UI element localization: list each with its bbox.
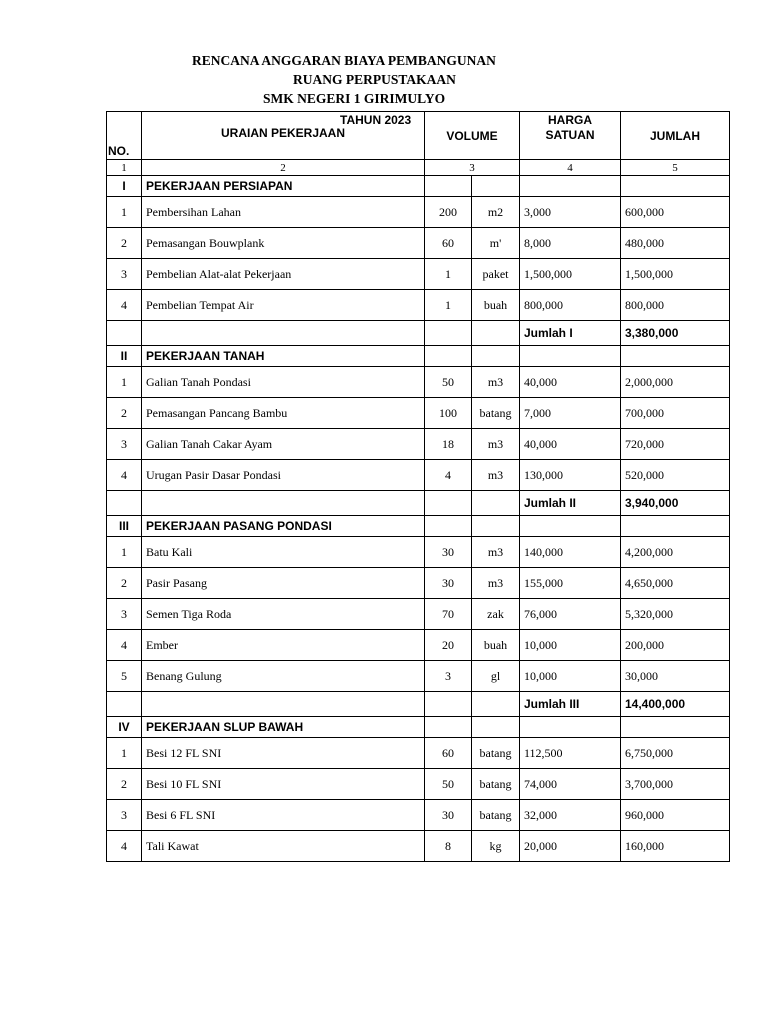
item-description: Tali Kawat — [142, 831, 425, 862]
empty-cell — [425, 346, 472, 367]
subtotal-row — [107, 491, 730, 516]
header-harga-line1: HARGA — [548, 113, 592, 127]
item-description: Besi 10 FL SNI — [142, 769, 425, 800]
item-number: 3 — [107, 800, 142, 831]
item-total: 4,200,000 — [621, 537, 730, 568]
item-total: 5,320,000 — [621, 599, 730, 630]
item-quantity: 1 — [425, 259, 472, 290]
item-quantity: 18 — [425, 429, 472, 460]
item-unit: m3 — [472, 568, 520, 599]
header-harga — [520, 112, 621, 160]
item-unit: zak — [472, 599, 520, 630]
header-uraian-label: URAIAN PEKERJAAN — [220, 126, 345, 140]
item-quantity: 50 — [425, 367, 472, 398]
item-quantity: 4 — [425, 460, 472, 491]
budget-table — [106, 111, 730, 862]
item-unit-price: 10,000 — [520, 661, 621, 692]
subtotal-value: 3,380,000 — [621, 321, 730, 346]
item-quantity: 30 — [425, 568, 472, 599]
header-volume: VOLUME — [425, 112, 520, 160]
item-number: 2 — [107, 769, 142, 800]
empty-cell — [425, 516, 472, 537]
section-header-row — [107, 346, 730, 367]
item-number: 2 — [107, 228, 142, 259]
item-number: 4 — [107, 290, 142, 321]
empty-cell — [472, 692, 520, 717]
item-number: 1 — [107, 537, 142, 568]
item-total: 480,000 — [621, 228, 730, 259]
index-cell: 2 — [142, 160, 425, 176]
item-description: Pasir Pasang — [142, 568, 425, 599]
subtotal-label: Jumlah I — [520, 321, 621, 346]
item-number: 2 — [107, 398, 142, 429]
item-unit-price: 20,000 — [520, 831, 621, 862]
item-number: 1 — [107, 367, 142, 398]
item-number: 3 — [107, 599, 142, 630]
item-quantity: 20 — [425, 630, 472, 661]
item-total: 200,000 — [621, 630, 730, 661]
table-row — [107, 290, 730, 321]
item-total: 2,000,000 — [621, 367, 730, 398]
item-quantity: 30 — [425, 800, 472, 831]
index-cell: 3 — [425, 160, 520, 176]
doc-title-line-1: RENCANA ANGGARAN BIAYA PEMBANGUNAN — [192, 53, 496, 68]
empty-cell — [472, 346, 520, 367]
item-description: Pembelian Alat-alat Pekerjaan — [142, 259, 425, 290]
empty-cell — [520, 176, 621, 197]
item-quantity: 200 — [425, 197, 472, 228]
empty-cell — [472, 717, 520, 738]
item-unit-price: 3,000 — [520, 197, 621, 228]
subtotal-row — [107, 321, 730, 346]
subtotal-value: 14,400,000 — [621, 692, 730, 717]
table-row — [107, 769, 730, 800]
header-jumlah: JUMLAH — [621, 112, 730, 160]
item-number: 3 — [107, 429, 142, 460]
empty-cell — [107, 491, 142, 516]
section-number: IV — [107, 717, 142, 738]
subtotal-label: Jumlah III — [520, 692, 621, 717]
item-total: 800,000 — [621, 290, 730, 321]
section-number: III — [107, 516, 142, 537]
item-description: Pemasangan Pancang Bambu — [142, 398, 425, 429]
empty-cell — [425, 321, 472, 346]
empty-cell — [425, 176, 472, 197]
item-quantity: 3 — [425, 661, 472, 692]
item-quantity: 1 — [425, 290, 472, 321]
item-unit: buah — [472, 290, 520, 321]
item-unit: m3 — [472, 367, 520, 398]
item-unit: gl — [472, 661, 520, 692]
item-unit-price: 40,000 — [520, 367, 621, 398]
doc-title-line-2: RUANG PERPUSTAKAAN — [293, 72, 456, 87]
item-unit: batang — [472, 398, 520, 429]
header-harga-line2: SATUAN — [545, 128, 595, 142]
item-quantity: 60 — [425, 228, 472, 259]
empty-cell — [142, 692, 425, 717]
item-number: 4 — [107, 460, 142, 491]
empty-cell — [107, 321, 142, 346]
item-description: Galian Tanah Cakar Ayam — [142, 429, 425, 460]
item-total: 30,000 — [621, 661, 730, 692]
table-row — [107, 259, 730, 290]
item-unit-price: 112,500 — [520, 738, 621, 769]
item-unit-price: 7,000 — [520, 398, 621, 429]
item-unit-price: 74,000 — [520, 769, 621, 800]
item-description: Pembelian Tempat Air — [142, 290, 425, 321]
item-unit-price: 32,000 — [520, 800, 621, 831]
section-title: PEKERJAAN PERSIAPAN — [142, 176, 425, 197]
table-row — [107, 429, 730, 460]
subtotal-label: Jumlah II — [520, 491, 621, 516]
section-header-row — [107, 717, 730, 738]
section-header-row — [107, 176, 730, 197]
item-total: 700,000 — [621, 398, 730, 429]
item-unit: m' — [472, 228, 520, 259]
item-unit-price: 140,000 — [520, 537, 621, 568]
section-number: I — [107, 176, 142, 197]
empty-cell — [621, 516, 730, 537]
index-cell: 4 — [520, 160, 621, 176]
empty-cell — [520, 717, 621, 738]
table-row — [107, 831, 730, 862]
section-title: PEKERJAAN SLUP BAWAH — [142, 717, 425, 738]
empty-cell — [621, 717, 730, 738]
table-row — [107, 537, 730, 568]
item-total: 4,650,000 — [621, 568, 730, 599]
column-index-row — [107, 160, 730, 176]
empty-cell — [472, 321, 520, 346]
item-number: 2 — [107, 568, 142, 599]
item-description: Pembersihan Lahan — [142, 197, 425, 228]
item-unit: buah — [472, 630, 520, 661]
section-number: II — [107, 346, 142, 367]
table-row — [107, 738, 730, 769]
item-unit-price: 10,000 — [520, 630, 621, 661]
table-row — [107, 800, 730, 831]
item-unit: m2 — [472, 197, 520, 228]
item-quantity: 70 — [425, 599, 472, 630]
table-row — [107, 630, 730, 661]
item-unit-price: 155,000 — [520, 568, 621, 599]
item-quantity: 60 — [425, 738, 472, 769]
item-description: Besi 12 FL SNI — [142, 738, 425, 769]
item-number: 1 — [107, 738, 142, 769]
item-description: Benang Gulung — [142, 661, 425, 692]
table-row — [107, 460, 730, 491]
header-no: NO. — [107, 112, 142, 160]
item-unit: batang — [472, 738, 520, 769]
table-row — [107, 228, 730, 259]
item-quantity: 8 — [425, 831, 472, 862]
item-total: 3,700,000 — [621, 769, 730, 800]
item-number: 4 — [107, 831, 142, 862]
empty-cell — [621, 176, 730, 197]
empty-cell — [472, 491, 520, 516]
empty-cell — [520, 346, 621, 367]
item-quantity: 100 — [425, 398, 472, 429]
item-description: Ember — [142, 630, 425, 661]
table-row — [107, 398, 730, 429]
section-header-row — [107, 516, 730, 537]
item-total: 160,000 — [621, 831, 730, 862]
empty-cell — [107, 692, 142, 717]
empty-cell — [520, 516, 621, 537]
item-description: Galian Tanah Pondasi — [142, 367, 425, 398]
item-unit: kg — [472, 831, 520, 862]
table-header-row — [107, 112, 730, 160]
item-unit: m3 — [472, 537, 520, 568]
item-total: 6,750,000 — [621, 738, 730, 769]
empty-cell — [425, 717, 472, 738]
table-row — [107, 599, 730, 630]
item-description: Besi 6 FL SNI — [142, 800, 425, 831]
table-row — [107, 197, 730, 228]
empty-cell — [472, 516, 520, 537]
item-quantity: 30 — [425, 537, 472, 568]
item-number: 4 — [107, 630, 142, 661]
item-number: 3 — [107, 259, 142, 290]
subtotal-row — [107, 692, 730, 717]
item-description: Semen Tiga Roda — [142, 599, 425, 630]
table-row — [107, 367, 730, 398]
item-unit: m3 — [472, 460, 520, 491]
item-description: Pemasangan Bouwplank — [142, 228, 425, 259]
item-total: 600,000 — [621, 197, 730, 228]
empty-cell — [425, 491, 472, 516]
item-unit: paket — [472, 259, 520, 290]
empty-cell — [472, 176, 520, 197]
table-row — [107, 661, 730, 692]
index-cell: 5 — [621, 160, 730, 176]
item-description: Urugan Pasir Dasar Pondasi — [142, 460, 425, 491]
table-row — [107, 568, 730, 599]
item-unit-price: 1,500,000 — [520, 259, 621, 290]
item-total: 1,500,000 — [621, 259, 730, 290]
item-unit-price: 130,000 — [520, 460, 621, 491]
item-number: 1 — [107, 197, 142, 228]
item-total: 520,000 — [621, 460, 730, 491]
item-quantity: 50 — [425, 769, 472, 800]
item-description: Batu Kali — [142, 537, 425, 568]
item-total: 720,000 — [621, 429, 730, 460]
item-number: 5 — [107, 661, 142, 692]
item-unit-price: 800,000 — [520, 290, 621, 321]
index-cell: 1 — [107, 160, 142, 176]
item-unit: m3 — [472, 429, 520, 460]
item-unit: batang — [472, 769, 520, 800]
item-unit-price: 8,000 — [520, 228, 621, 259]
item-unit-price: 76,000 — [520, 599, 621, 630]
item-unit-price: 40,000 — [520, 429, 621, 460]
doc-year: TAHUN 2023 — [340, 113, 412, 127]
empty-cell — [142, 491, 425, 516]
empty-cell — [621, 346, 730, 367]
empty-cell — [142, 321, 425, 346]
empty-cell — [425, 692, 472, 717]
subtotal-value: 3,940,000 — [621, 491, 730, 516]
item-total: 960,000 — [621, 800, 730, 831]
doc-title-line-3: SMK NEGERI 1 GIRIMULYO — [263, 91, 446, 106]
item-unit: batang — [472, 800, 520, 831]
section-title: PEKERJAAN TANAH — [142, 346, 425, 367]
section-title: PEKERJAAN PASANG PONDASI — [142, 516, 425, 537]
